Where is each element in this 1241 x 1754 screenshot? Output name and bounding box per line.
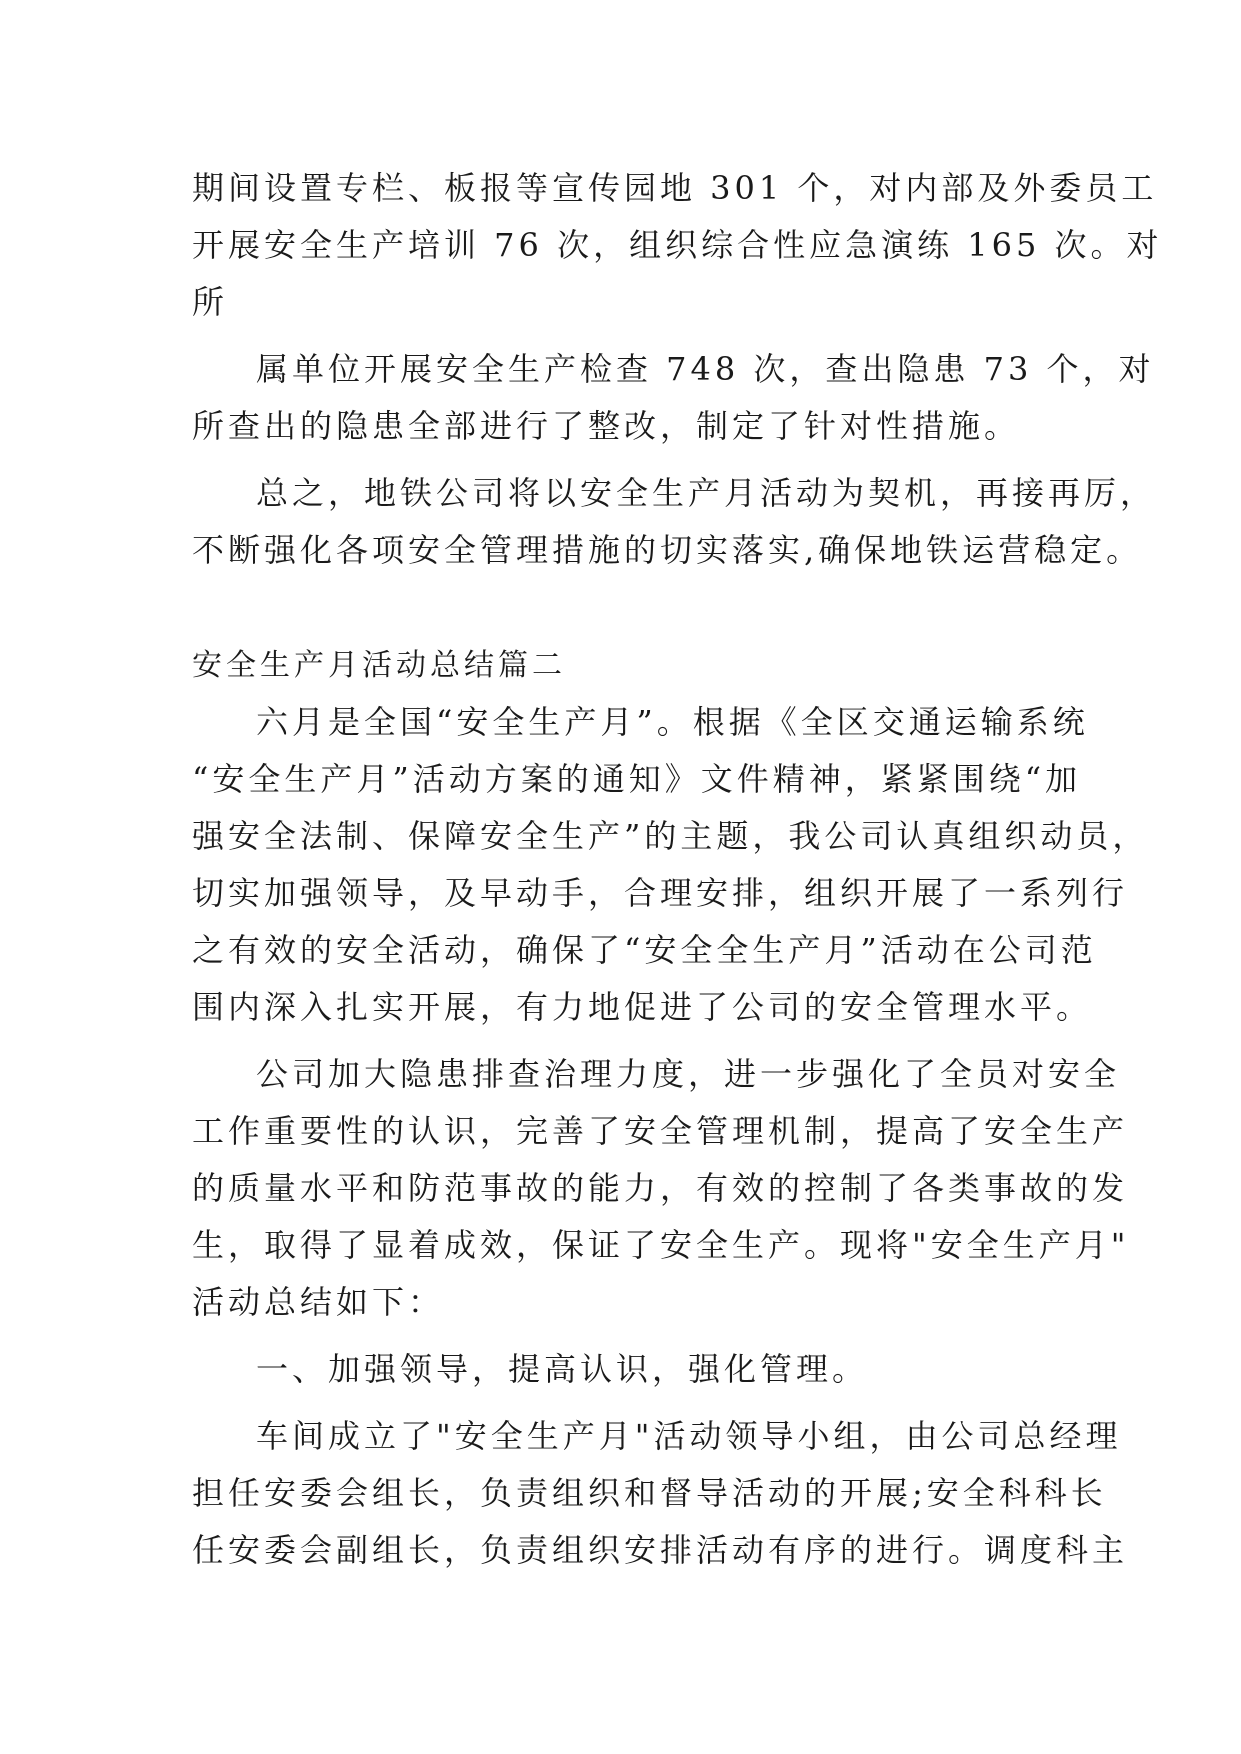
- text-line: “安全生产月”活动方案的通知》文件精神，紧紧围绕“加: [192, 760, 1082, 798]
- text-line: 生，取得了显着成效，保证了安全生产。现将"安全生产月": [192, 1226, 1130, 1264]
- text-line: 担任安委会组长，负责组织和督导活动的开展;安全科科长: [192, 1474, 1107, 1512]
- text-line: 任安委会副组长，负责组织安排活动有序的进行。调度科主: [192, 1531, 1129, 1569]
- text-line: 一、加强领导，提高认识，强化管理。: [256, 1350, 869, 1388]
- text-line: 六月是全国“安全生产月”。根据《全区交通运输系统: [256, 703, 1089, 741]
- text-line: 期间设置专栏、板报等宣传园地 301 个，对内部及外委员工: [192, 169, 1158, 207]
- section-heading: 安全生产月活动总结篇二: [192, 648, 566, 683]
- text-line: 不断强化各项安全管理措施的切实落实,确保地铁运营稳定。: [192, 531, 1143, 569]
- text-line: 所: [192, 283, 229, 321]
- text-line: 开展安全生产培训 76 次，组织综合性应急演练 165 次。对: [192, 226, 1163, 264]
- text-line: 车间成立了"安全生产月"活动领导小组，由公司总经理: [256, 1417, 1122, 1455]
- text-line: 属单位开展安全生产检查 748 次，查出隐患 73 个，对: [256, 350, 1155, 388]
- text-line: 公司加大隐患排查治理力度，进一步强化了全员对安全: [256, 1055, 1121, 1093]
- text-line: 所查出的隐患全部进行了整改，制定了针对性措施。: [192, 407, 1021, 445]
- text-line: 之有效的安全活动，确保了“安全全生产月”活动在公司范: [192, 931, 1097, 969]
- text-line: 工作重要性的认识，完善了安全管理机制，提高了安全生产: [192, 1112, 1129, 1150]
- text-line: 活动总结如下：: [192, 1283, 445, 1321]
- text-line: 的质量水平和防范事故的能力，有效的控制了各类事故的发: [192, 1169, 1129, 1207]
- text-line: 强安全法制、保障安全生产”的主题，我公司认真组织动员，: [192, 817, 1149, 855]
- text-line: 围内深入扎实开展，有力地促进了公司的安全管理水平。: [192, 988, 1093, 1026]
- document-body: [192, 160, 1163, 1579]
- text-line: 切实加强领导，及早动手，合理安排，组织开展了一系列行: [192, 874, 1129, 912]
- text-line: 总之，地铁公司将以安全生产月活动为契机，再接再厉，: [256, 474, 1157, 512]
